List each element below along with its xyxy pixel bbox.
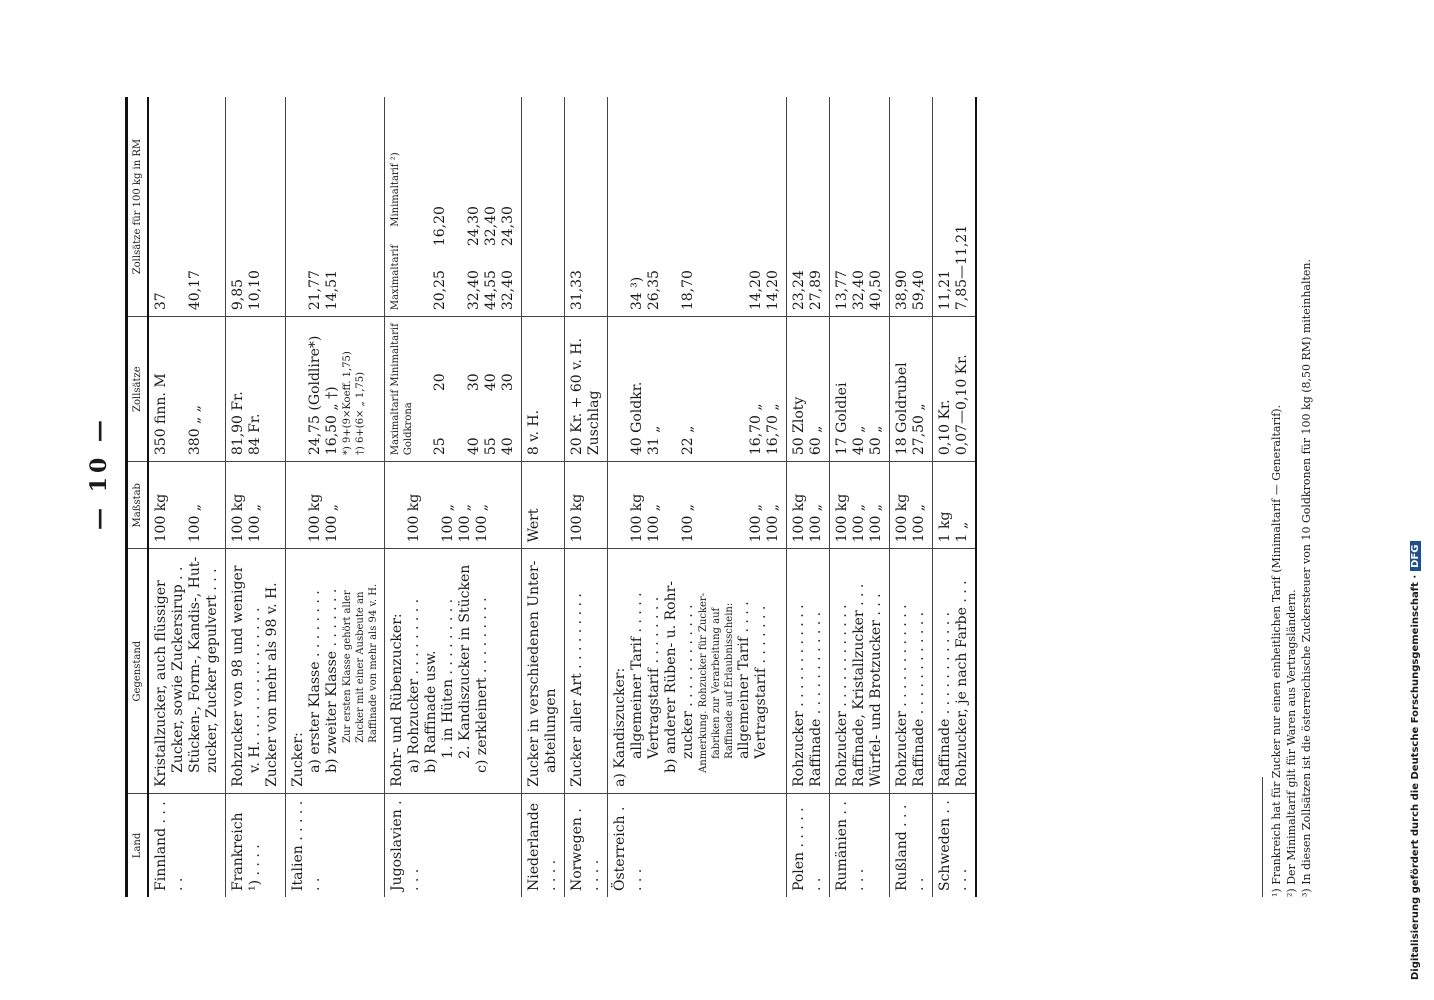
rate-line — [290, 323, 307, 455]
rate-line: 40 „ — [851, 425, 867, 456]
unit-line: 100 kg — [791, 493, 807, 543]
subject-line: c) zerkleinert . . . . . . . . . — [474, 597, 490, 773]
rm-line — [290, 103, 307, 310]
subject-cell — [565, 549, 608, 794]
rate-max-value: 25 — [432, 437, 448, 456]
subject-line: allgemeiner Tarif . . . . — [736, 601, 752, 759]
subject-line: Raffinade von mehr als 94 v. H. — [368, 583, 379, 743]
rate-line: †) 6+(6× „ 1,75) — [355, 371, 366, 456]
rate-line — [663, 323, 680, 455]
rm-line: 37 — [153, 292, 169, 311]
dfg-logo: DFG — [1410, 542, 1421, 571]
rate-min-value: 20 — [432, 373, 448, 392]
subject-line: Anmerkung. Rohzucker für Zucker- — [698, 592, 709, 773]
subject-line: Raffinade . . . . . . . . . . . . — [911, 611, 927, 787]
rm-cell — [148, 97, 226, 317]
table-header-row — [127, 97, 149, 897]
rate-max-label: Maximaltarif — [390, 389, 401, 456]
rm-line: 40,17 — [187, 270, 203, 311]
subject-line: a) Rohzucker . . . . . . . . . — [406, 598, 422, 773]
unit-line: 100 kg — [569, 493, 585, 543]
rate-line: 0,07—0,10 Kr. — [954, 354, 970, 456]
subject-cell — [890, 549, 933, 794]
unit-cell — [148, 462, 226, 549]
unit-line — [714, 468, 731, 542]
rate-max-value: 40 — [466, 437, 482, 456]
digitization-text: Digitalisierung gefördert durch die Deutsche Forschungsgemeinschaft · — [1410, 574, 1421, 980]
subject-line: Raffinade . . . . . . . . . . . . — [808, 611, 824, 787]
rm-line: 34 ³) — [629, 276, 645, 311]
country-cell: Rußland . . . . . — [890, 793, 933, 897]
rm-max-value: 32,40 — [500, 270, 516, 311]
unit-line: 100 „ — [680, 503, 696, 543]
rm-line: 32,40 — [851, 270, 867, 311]
country-cell: Finnland . . . . . — [148, 793, 226, 897]
table-row — [226, 97, 286, 897]
unit-line — [663, 468, 680, 542]
subject-line: Vertragstarif . . . . . . . . — [646, 596, 662, 759]
subject-line: Rohzucker, je nach Farbe . . . — [954, 580, 970, 787]
subject-line: zucker . . . . . . . . . . . . — [680, 604, 696, 759]
rate-cell — [608, 317, 787, 462]
table-row — [385, 97, 522, 897]
unit-line: 100 „ — [440, 503, 456, 543]
subject-line: Rohzucker . . . . . . . . . . . . — [894, 604, 910, 787]
subject-cell — [286, 549, 385, 794]
rate-line: 81,90 Fr. — [230, 391, 246, 456]
rm-pair — [500, 103, 517, 310]
rm-line — [612, 103, 629, 310]
rate-cell — [226, 317, 286, 462]
footnotes — [1262, 97, 1314, 897]
rm-line: 18,70 — [680, 270, 696, 311]
rate-max-value: 40 — [500, 437, 516, 456]
unit-line: 1 „ — [954, 521, 970, 543]
subject-line: Vertragstarif . . . . . . . — [753, 605, 769, 759]
rm-min-label: Minimaltarif ²) — [390, 152, 401, 227]
rm-pair — [432, 103, 449, 310]
rm-line: 14,20 — [748, 270, 764, 311]
rm-line — [170, 103, 187, 310]
subject-line: fabriken zur Verarbeitung auf — [711, 607, 722, 759]
subject-line: Raffinade . . . . . . . . . . . . — [937, 611, 953, 787]
rate-cell — [830, 317, 890, 462]
rate-line: 84 Fr. — [247, 413, 263, 456]
rate-line: 27,50 „ — [911, 403, 927, 456]
rm-pair — [466, 103, 483, 310]
rate-pair — [415, 323, 432, 455]
rm-cell — [522, 97, 565, 317]
subject-line: Zucker von mehr als 98 v. H. — [264, 582, 280, 787]
country-cell: Frankreich ¹) . . . . — [226, 793, 286, 897]
table-row — [830, 97, 890, 897]
unit-cell — [787, 462, 830, 549]
unit-cell — [565, 462, 608, 549]
rm-line — [697, 103, 714, 310]
sugar-tariff-table — [125, 97, 977, 897]
rm-cell — [565, 97, 608, 317]
rate-line: 17 Goldlei — [834, 382, 850, 456]
rm-line: 31,33 — [569, 270, 585, 311]
rate-min-label: Minimaltarif — [390, 323, 401, 387]
country-cell: Jugoslavien . . . . — [385, 793, 522, 897]
subject-line: a) Kandiszucker: — [612, 667, 628, 787]
rate-line — [170, 323, 187, 455]
unit-line: 100 kg — [230, 493, 246, 543]
rate-cell — [933, 317, 977, 462]
subject-line: zucker, Zucker gepulvert . . . — [204, 568, 220, 773]
rm-cell — [890, 97, 933, 317]
subject-line: Zur ersten Klasse gehört aller — [342, 590, 353, 743]
unit-line: 100 „ — [457, 503, 473, 543]
rm-line — [526, 103, 543, 310]
rm-line — [714, 103, 731, 310]
subject-line: a) erster Klasse . . . . . . . . — [307, 590, 323, 773]
rate-line: 380 „ „ — [187, 404, 203, 456]
rate-pair — [432, 323, 449, 455]
subject-line: Rohr- und Rübenzucker: — [389, 613, 405, 787]
rm-line: 38,90 — [894, 270, 910, 311]
header-rate: Zollsätze — [127, 317, 149, 462]
subject-cell — [148, 549, 226, 794]
rate-min-value: 40 — [483, 373, 499, 392]
subject-cell — [226, 549, 286, 794]
rate-line — [612, 323, 629, 455]
subject-line: allgemeiner Tarif . . . . . — [629, 592, 645, 759]
rate-cell — [148, 317, 226, 462]
rate-pair — [466, 323, 483, 455]
rate-line: 20 Kr. + 60 v. H. — [569, 338, 585, 456]
header-country: Land — [127, 793, 149, 897]
rm-line: 14,51 — [324, 270, 340, 311]
rm-line: 14,20 — [765, 270, 781, 311]
subject-line: Rohzucker . . . . . . . . . . . . — [791, 604, 807, 787]
subject-cell — [787, 549, 830, 794]
subject-cell — [830, 549, 890, 794]
unit-line — [423, 468, 440, 542]
rate-cell — [565, 317, 608, 462]
rate-line: 60 „ — [808, 425, 824, 456]
unit-line: 100 „ — [474, 503, 490, 543]
country-cell: Norwegen . . . . . — [565, 793, 608, 897]
country-cell: Niederlande . . . . — [522, 793, 565, 897]
subject-line: b) Raffinade usw. — [423, 650, 439, 773]
table-row — [148, 97, 226, 897]
unit-line: 100 „ — [911, 503, 927, 543]
rate-cell — [890, 317, 933, 462]
unit-line: 100 „ — [808, 503, 824, 543]
subject-line: Zucker: — [290, 732, 306, 787]
rm-subheader — [389, 103, 402, 310]
subject-line: b) zweiter Klasse . . . . . . . — [324, 588, 340, 773]
rm-pair — [415, 103, 432, 310]
unit-line: 100 kg — [629, 493, 645, 543]
subject-line: v. H. . . . . . . . . . . . . . . . — [247, 607, 263, 773]
digitization-credit — [1410, 542, 1421, 981]
unit-line — [697, 468, 714, 542]
rm-cell — [830, 97, 890, 317]
rm-line: 59,40 — [911, 270, 927, 311]
unit-line: 100 kg — [307, 493, 323, 543]
rate-line: Zuschlag — [586, 390, 602, 456]
rate-line: 16,70 „ — [748, 403, 764, 456]
unit-line: 100 „ — [324, 503, 340, 543]
unit-cell — [385, 462, 522, 549]
rm-line — [663, 103, 680, 310]
country-cell: Rumänien . . . . . — [830, 793, 890, 897]
table-row — [565, 97, 608, 897]
rm-min-value: 24,30 — [466, 206, 482, 247]
rm-line: 40,50 — [868, 270, 884, 311]
header-subject: Gegenstand — [127, 549, 149, 794]
rate-line: 24,75 (Goldlire*) — [307, 335, 323, 456]
rm-line: 10,10 — [247, 270, 263, 311]
rm-max-label: Maximaltarif — [390, 244, 401, 311]
subject-cell — [608, 549, 787, 794]
rate-line: 50 Zloty — [791, 396, 807, 456]
rate-line: 22 „ — [680, 425, 696, 456]
rate-subheader — [389, 323, 402, 455]
table-row — [286, 97, 385, 897]
rm-cell — [787, 97, 830, 317]
rate-cell — [522, 317, 565, 462]
unit-line — [612, 468, 629, 542]
rm-max-value: 20,25 — [432, 270, 448, 311]
unit-line: 100 „ — [187, 503, 203, 543]
header-unit: Maßstab — [127, 462, 149, 549]
rate-pair — [483, 323, 500, 455]
rm-line: 9,85 — [230, 278, 246, 311]
subject-line: Raffinade auf Erlaubnisschein: — [724, 602, 735, 759]
unit-line: Wert — [526, 508, 542, 543]
subject-line: Zucker mit einer Ausbeute an — [355, 591, 366, 743]
header-rm: Zollsätze für 100 kg in RM — [127, 97, 149, 317]
rate-line: *) 9+(9×Koeff. 1,75) — [342, 351, 353, 456]
subject-line: Würfel- und Brotzucker . . . — [868, 593, 884, 787]
rm-max-value: 32,40 — [466, 270, 482, 311]
table-row — [933, 97, 977, 897]
unit-line: 100 „ — [851, 503, 867, 543]
rate-line: 31 „ — [646, 425, 662, 456]
rm-pair — [449, 103, 466, 310]
page-number: — 10 — — [86, 416, 112, 530]
rm-max-value: 44,55 — [483, 270, 499, 311]
rate-line — [697, 323, 714, 455]
subject-cell — [522, 549, 565, 794]
rate-min-value: 30 — [466, 373, 482, 392]
subject-line: 1. in Hüten . . . . . . . . . — [440, 598, 456, 759]
rate-line: 0,10 Kr. — [937, 399, 953, 456]
rate-line: 8 v. H. — [526, 409, 542, 456]
country-cell: Österreich . . . . — [608, 793, 787, 897]
unit-cell — [226, 462, 286, 549]
unit-line — [290, 468, 307, 542]
rate-cell — [286, 317, 385, 462]
footnote-rule — [1262, 777, 1263, 897]
rate-min-value: 30 — [500, 373, 516, 392]
unit-line: 100 „ — [748, 503, 764, 543]
unit-line: 100 kg — [834, 493, 850, 543]
rm-line: 23,24 — [791, 270, 807, 311]
unit-line: 100 „ — [868, 503, 884, 543]
subject-line: Zucker in verschiedenen Unter- — [526, 560, 542, 787]
table-row — [890, 97, 933, 897]
rm-line: 27,89 — [808, 270, 824, 311]
rm-line: 11,21 — [937, 270, 953, 311]
table-row — [608, 97, 787, 897]
rm-cell — [385, 97, 522, 317]
unit-line: 100 kg — [153, 493, 169, 543]
country-cell: Polen . . . . . . . — [787, 793, 830, 897]
unit-line: 100 „ — [247, 503, 263, 543]
rate-cell — [385, 317, 522, 462]
rate-line: 16,50 „ †) — [324, 386, 340, 456]
unit-line: 100 kg — [894, 493, 910, 543]
rm-cell — [286, 97, 385, 317]
rm-cell — [933, 97, 977, 317]
rate-line — [731, 323, 748, 455]
unit-line — [731, 468, 748, 542]
rm-pair — [483, 103, 500, 310]
unit-cell — [830, 462, 890, 549]
unit-cell — [286, 462, 385, 549]
rate-line: 40 Goldkr. — [629, 381, 645, 456]
rate-unit-label: Goldkrona — [403, 402, 414, 456]
subject-line: 2. Kandiszucker in Stücken — [457, 564, 473, 759]
rm-line: 13,77 — [834, 270, 850, 311]
subject-cell — [385, 549, 522, 794]
rate-line: 18 Goldrubel — [894, 362, 910, 456]
rm-line: 21,77 — [307, 270, 323, 311]
table-body — [148, 97, 976, 897]
rm-min-value: 16,20 — [432, 206, 448, 247]
unit-line: 1 kg — [937, 511, 953, 543]
rate-line: 350 finn. M — [153, 373, 169, 456]
country-cell: Schweden . . . . . — [933, 793, 977, 897]
rate-line — [714, 323, 731, 455]
subject-line: Zucker, sowie Zuckersirup . . — [170, 566, 186, 773]
subject-line: Stücken-, Form-, Kandis-, Hut- — [187, 556, 203, 773]
subject-cell — [933, 549, 977, 794]
country-cell: Italien . . . . . . . — [286, 793, 385, 897]
unit-cell — [890, 462, 933, 549]
rate-line: 50 „ — [868, 425, 884, 456]
rate-cell — [787, 317, 830, 462]
unit-cell — [933, 462, 977, 549]
rate-max-value: 55 — [483, 437, 499, 456]
unit-cell — [608, 462, 787, 549]
subject-line: abteilungen — [543, 688, 559, 773]
rm-line: 7,85—11,21 — [954, 224, 970, 311]
rm-min-value: 32,40 — [483, 206, 499, 247]
rate-pair — [449, 323, 466, 455]
unit-line — [389, 468, 406, 542]
subject-line: Zucker aller Art . . . . . . . . . — [569, 593, 585, 787]
rate-pair — [500, 323, 517, 455]
rate-line: 16,70 „ — [765, 403, 781, 456]
footnote-2: ²) Der Minimaltarif gilt für Waren aus Vertragsländern. — [1285, 589, 1298, 897]
footnote-1: ¹) Frankreich hat für Zucker nur einen einheitlichen Tarif (Minimaltarif — Generaltarif). — [1270, 404, 1283, 897]
subject-line: b) anderer Rüben- u. Rohr- — [663, 580, 679, 773]
unit-cell — [522, 462, 565, 549]
subject-line: Raffinade, Kristallzucker . . . — [851, 583, 867, 787]
rm-line — [731, 103, 748, 310]
unit-line: 100 kg — [406, 493, 422, 543]
rm-line: 26,35 — [646, 270, 662, 311]
table-row — [522, 97, 565, 897]
rm-min-value: 24,30 — [500, 206, 516, 247]
footnote-3: ³) In diesen Zollsätzen ist die österreichische Zuckersteuer von 10 Goldkronen für 100 kg (8,50 RM) miteinhalten. — [1300, 258, 1313, 897]
rm-cell — [226, 97, 286, 317]
unit-line: 100 „ — [646, 503, 662, 543]
subject-line: Rohzucker von 98 und weniger — [230, 565, 246, 787]
subject-line: Rohzucker . . . . . . . . . . . . — [834, 604, 850, 787]
unit-line: 100 „ — [765, 503, 781, 543]
subject-line: Kristallzucker, auch flüssiger — [153, 580, 169, 787]
table-row — [787, 97, 830, 897]
rm-spacer — [402, 103, 415, 310]
rm-cell — [608, 97, 787, 317]
unit-line — [170, 468, 187, 542]
